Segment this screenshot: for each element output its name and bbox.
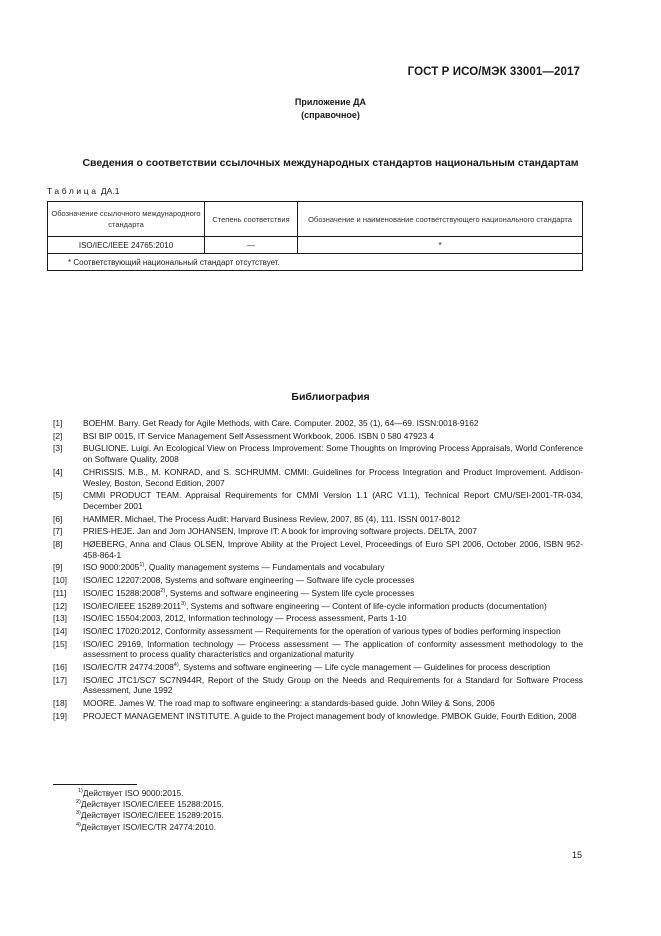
table-caption (47, 186, 119, 196)
bib-number: [16] (53, 662, 67, 673)
list-item (53, 562, 583, 573)
bib-text-main: CHRISSIS. M.B., M. KONRAD, and S. SCHRUMM. CMMI: Guidelines for Process Integration and Product Improvement. Addison-Wesley, Boston, Second Edition, 2007 (83, 466, 583, 488)
bib-text-main: ISO/IEC/TR 24774:2008 (83, 662, 174, 673)
bib-text (83, 601, 583, 612)
footnote-text: Действует ISO/IEC/TR 24774:2010. (80, 821, 216, 832)
footnote-mark: 3) (76, 810, 81, 817)
bib-text (83, 588, 583, 599)
table-cell: * (298, 237, 583, 254)
bib-text-rest: , Systems and software engineering — Content of life-cycle information products (documentation) (185, 600, 547, 611)
footnote-ref: 1) (139, 562, 145, 569)
bib-text (83, 662, 583, 673)
table-note-row (48, 254, 583, 271)
footnote-text: Действует ISO/IEC/IEEE 15289:2015. (80, 810, 224, 821)
appendix-subtitle: (справочное) (301, 110, 360, 120)
list-item (53, 639, 583, 660)
bib-text-main: BOEHM. Barry. Get Ready for Agile Methods, with Care. Computer. 2002, 35 (1), 64—69. ISSN:0018-9162 (83, 418, 479, 428)
list-item (53, 675, 583, 696)
bib-text (83, 711, 583, 722)
bib-text (83, 575, 583, 586)
bib-number: [18] (53, 698, 67, 709)
footnote (76, 822, 224, 833)
footnote (76, 810, 224, 821)
bib-text (83, 562, 583, 573)
table-caption-number: ДА.1 (100, 186, 120, 196)
footnote-separator (53, 784, 137, 785)
bib-number: [10] (53, 575, 67, 586)
list-item (53, 514, 583, 525)
list-item (53, 526, 583, 537)
table-cell: ISO/IEC/IEEE 24765:2010 (48, 237, 205, 254)
bib-number: [12] (53, 600, 67, 611)
bib-number: [9] (53, 562, 63, 573)
bib-text-main: ISO/IEC 12207:2008, Systems and software engineering — Software life cycle processes (83, 575, 415, 586)
bib-number: [11] (53, 587, 67, 598)
bib-text-main: BSI BIP 0015, IT Service Management Self Assessment Workbook, 2006. ISBN 0 580 47923 4 (83, 430, 435, 441)
bib-text (83, 443, 583, 464)
list-item (53, 418, 583, 429)
standard-id-header: ГОСТ Р ИСО/МЭК 33001—2017 (407, 66, 580, 78)
bib-text-main: ISO/IEC 15504:2003, 2012, Information technology — Process assessment, Parts 1-10 (83, 613, 407, 624)
table-header-cell: Обозначение ссылочного международного стандарта (48, 202, 205, 237)
correspondence-table (47, 201, 583, 271)
bib-text-main: ISO/IEC JTC1/SC7 SC7N944R, Report of the Study Group on the Needs and Requirements for a Standard for Software Process Assessment, June 1992 (83, 674, 583, 696)
footnote-ref: 3) (181, 600, 186, 607)
footnote (76, 788, 224, 799)
appendix-title: Приложение ДА (294, 97, 367, 107)
bib-number: [5] (53, 490, 63, 501)
bib-number: [17] (53, 674, 67, 685)
bibliography-list (53, 418, 583, 724)
bib-text (83, 675, 583, 696)
bib-text-main: PRIES-HEJE. Jan and Jorn JOHANSEN, Improve IT: A book for improving software projects. DELTA, 2007 (83, 526, 477, 537)
footnote-text: Действует ISO 9000:2015. (82, 788, 184, 798)
bib-text-main: CMMI PRODUCT TEAM. Appraisal Requirements for CMMI Version 1.1 (ARC V1.1), Technical Report CMU/SEI-2001-TR-034, December 2001 (83, 490, 583, 511)
list-item (53, 443, 583, 464)
list-item (53, 467, 583, 488)
table-header-row (48, 202, 583, 237)
list-item (53, 588, 583, 599)
bib-text (83, 490, 583, 511)
bib-text-main: PROJECT MANAGEMENT INSTITUTE. A guide to the Project management body of knowledge. PMBOK Guide, Fourth Edition, 2008 (83, 710, 577, 721)
appendix-heading (0, 96, 661, 122)
table-cell: — (205, 237, 298, 254)
list-item (53, 539, 583, 560)
bib-text-main: HØEBERG, Anna and Claus OLSEN, Improve Ability at the Project Level, Proceedings of Euro SPI 2006, October 2006, ISBN 952-458-864-1 (83, 539, 583, 560)
bib-text-rest: , Systems and software engineering — Life cycle management — Guidelines for process description (178, 662, 551, 673)
bib-text (83, 626, 583, 637)
bib-text-rest: , Quality management systems — Fundamentals and vocabulary (144, 562, 385, 573)
table-note: * Соответствующий национальный стандарт отсутствует. (48, 254, 583, 271)
bibliography-title: Библиография (291, 391, 370, 403)
bib-number: [1] (53, 418, 63, 428)
bib-text-main: ISO 9000:2005 (83, 562, 140, 573)
footnote (76, 799, 224, 810)
bib-text (83, 526, 583, 537)
list-item (53, 698, 583, 709)
bib-text (83, 418, 583, 429)
table-row (48, 237, 583, 254)
list-item (53, 626, 583, 637)
bib-number: [4] (53, 466, 63, 477)
bib-text-main: HAMMER. Michael, The Process Audit: Harvard Business Review, 2007, 85 (4), 111. ISSN 0017-8012 (83, 513, 461, 524)
bib-text-main: ISO/IEC 17020:2012, Conformity assessment — Requirements for the operation of various types of bodies performing inspection (83, 625, 561, 636)
bib-number: [15] (53, 638, 67, 649)
footnotes (76, 788, 224, 833)
list-item (53, 613, 583, 624)
bib-number: [19] (53, 710, 67, 721)
bib-text-main: BUGLIONE. Luigi. An Ecological View on Process Improvement: Some Thoughts on Improving Process Appraisals, World Conference on Software Quality, 2008 (83, 443, 583, 465)
list-item (53, 711, 583, 722)
bib-text (83, 613, 583, 624)
bib-text (83, 698, 583, 709)
page-number: 15 (571, 850, 582, 860)
list-item (53, 490, 583, 511)
bib-text-main: ISO/IEC 29169, Information technology — Process assessment — The application of conformity assessment methodology to the assessment to process quality characteristics and organizational maturity (83, 638, 583, 660)
bib-number: [8] (53, 539, 63, 550)
footnote-text: Действует ISO/IEC/IEEE 15288:2015. (80, 799, 224, 810)
bib-text (83, 639, 583, 660)
bib-text-main: MOORE. James W. The road map to software engineering: a standards-based guide. John Wiley & Sons, 2006 (83, 698, 495, 709)
footnote-mark: 1) (78, 788, 83, 795)
footnote-mark: 2) (76, 799, 81, 806)
bib-number: [7] (53, 526, 63, 537)
bib-number: [6] (53, 513, 63, 524)
section-title: Сведения о соответствии ссылочных международных стандартов национальным стандартам (82, 157, 579, 169)
bib-text (83, 431, 583, 442)
list-item (53, 575, 583, 586)
bib-number: [13] (53, 613, 67, 624)
bib-number: [14] (53, 625, 67, 636)
footnote-mark: 4) (76, 821, 81, 828)
footnote-ref: 4) (173, 662, 179, 669)
bib-text-rest: , Systems and software engineering — System life cycle processes (165, 587, 415, 598)
list-item (53, 662, 583, 673)
bib-text (83, 514, 583, 525)
bib-text (83, 539, 583, 560)
list-item (53, 431, 583, 442)
bib-number: [2] (53, 430, 63, 441)
list-item (53, 601, 583, 612)
table-header-cell: Степень соответствия (205, 202, 298, 237)
bib-number: [3] (53, 443, 63, 454)
bib-text-main: ISO/IEC 15288:2008 (83, 587, 161, 598)
table-caption-word: Таблица (47, 186, 99, 196)
bib-text-main: ISO/IEC/IEEE 15289:2011 (83, 600, 182, 611)
table-header-cell: Обозначение и наименование соответствующего национального стандарта (298, 202, 583, 237)
footnote-ref: 2) (160, 588, 166, 595)
bib-text (83, 467, 583, 488)
